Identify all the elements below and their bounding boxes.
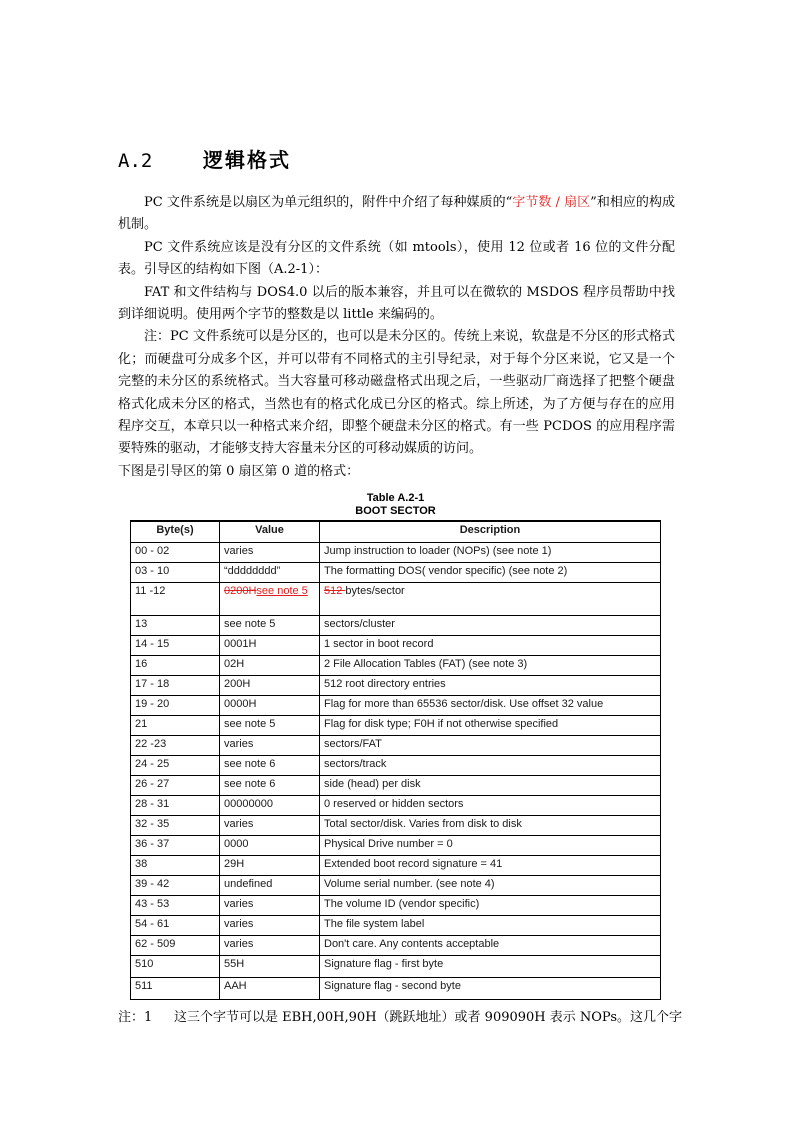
footnote (118, 1006, 682, 1025)
section-title: 逻辑格式 (203, 148, 291, 172)
table-row: 36 - 37 0000 Physical Drive number = 0 (131, 836, 661, 856)
header-value: Value (220, 521, 320, 543)
table-row: 13 see note 5 sectors/cluster (131, 616, 661, 636)
table-row: 511 AAH Signature flag - second byte (131, 978, 661, 1000)
table-row: 14 - 15 0001H 1 sector in boot record (131, 636, 661, 656)
footnote-label: 注：1 (118, 1010, 153, 1025)
table-row: 03 - 10 “dddddddd” The formatting DOS( vendor specific) (see note 2) (131, 563, 661, 583)
revised-description-cell: 512 bytes/sector (320, 583, 661, 616)
table-caption-number: Table A.2-1 (366, 492, 425, 504)
table-row: 16 02H 2 File Allocation Tables (FAT) (see note 3) (131, 656, 661, 676)
table-row: 24 - 25 see note 6 sectors/track (131, 756, 661, 776)
table-row: 38 29H Extended boot record signature = 41 (131, 856, 661, 876)
table-row: 510 55H Signature flag - first byte (131, 956, 661, 978)
paragraph-2: PC 文件系统应该是没有分区的文件系统（如 mtools），使用 12 位或者 16 位的文件分配表。引导区的结构如下图（A.2-1）： (118, 239, 675, 278)
paragraph-5: 下图是引导区的第 0 扇区第 0 道的格式： (118, 463, 360, 479)
body-text (118, 192, 675, 483)
header-description: Description (320, 521, 661, 543)
section-heading (118, 144, 291, 173)
footnote-text: 这三个字节可以是 EBH,00H,90H（跳跃地址）或者 909090H 表示 NOPs。这几个字 (174, 1010, 682, 1025)
paragraph-4: 注：PC 文件系统可以是分区的，也可以是未分区的。传统上来说，软盘是不分区的形式格式化；而硬盘可分成多个区，并可以带有不同格式的主引导纪录，对于每个分区来说，它又是一个完整的未分区的系统格式。当大容量可移动磁盘格式出现之后，一些驱动厂商选择了把整个硬盘格式化成未分区的格式，当然也有的格式化成已分区的格式。综上所述，为了方便与存在的应用程序交互，本章只以一种格式来介绍，即整个硬盘未分区的格式。有一些 PCDOS 的应用程序需要特殊的驱动，才能够支持大容量未分区的可移动媒质的访问。 (118, 329, 675, 457)
paragraph-3: FAT 和文件结构与 DOS4.0 以后的版本兼容，并且可以在微软的 MSDOS 程序员帮助中找到详细说明。使用两个字节的整数是以 little 来编码的。 (118, 284, 675, 323)
table-row: 17 - 18 200H 512 root directory entries (131, 676, 661, 696)
boot-sector-table (130, 520, 661, 1000)
header-bytes: Byte(s) (131, 521, 220, 543)
table-row: 32 - 35 varies Total sector/disk. Varies from disk to disk (131, 816, 661, 836)
table-row: 00 - 02 varies Jump instruction to loader (NOPs) (see note 1) (131, 543, 661, 563)
revised-value-cell (220, 583, 320, 616)
table-row-revised: 11 -12 0200Hsee note 5 512 bytes/sector (131, 583, 661, 616)
table-row: 26 - 27 see note 6 side (head) per disk (131, 776, 661, 796)
table-row: 28 - 31 00000000 0 reserved or hidden sectors (131, 796, 661, 816)
table-caption-title: BOOT SECTOR (355, 505, 436, 517)
paragraph-1: PC 文件系统是以扇区为单元组织的，附件中介绍了每种媒质的“字节数 / 扇区”和相应的构成机制。 (118, 195, 675, 233)
deleted-description: 512 (324, 585, 346, 597)
table-row: 39 - 42 undefined Volume serial number. (see note 4) (131, 876, 661, 896)
table-row: 19 - 20 0000H Flag for more than 65536 sector/disk. Use offset 32 value (131, 696, 661, 716)
section-number: A.2 (118, 150, 153, 172)
inserted-value: see note 5 (256, 585, 308, 597)
table-row: 62 - 509 varies Don't care. Any contents acceptable (131, 936, 661, 956)
table-row: 21 see note 5 Flag for disk type; F0H if not otherwise specified (131, 716, 661, 736)
deleted-value: 0200H (224, 585, 257, 597)
table-row: 43 - 53 varies The volume ID (vendor specific) (131, 896, 661, 916)
table-header-row (131, 521, 661, 543)
table-row: 54 - 61 varies The file system label (131, 916, 661, 936)
highlighted-term: 字节数 / 扇区 (512, 195, 591, 210)
table-row: 22 -23 varies sectors/FAT (131, 736, 661, 756)
